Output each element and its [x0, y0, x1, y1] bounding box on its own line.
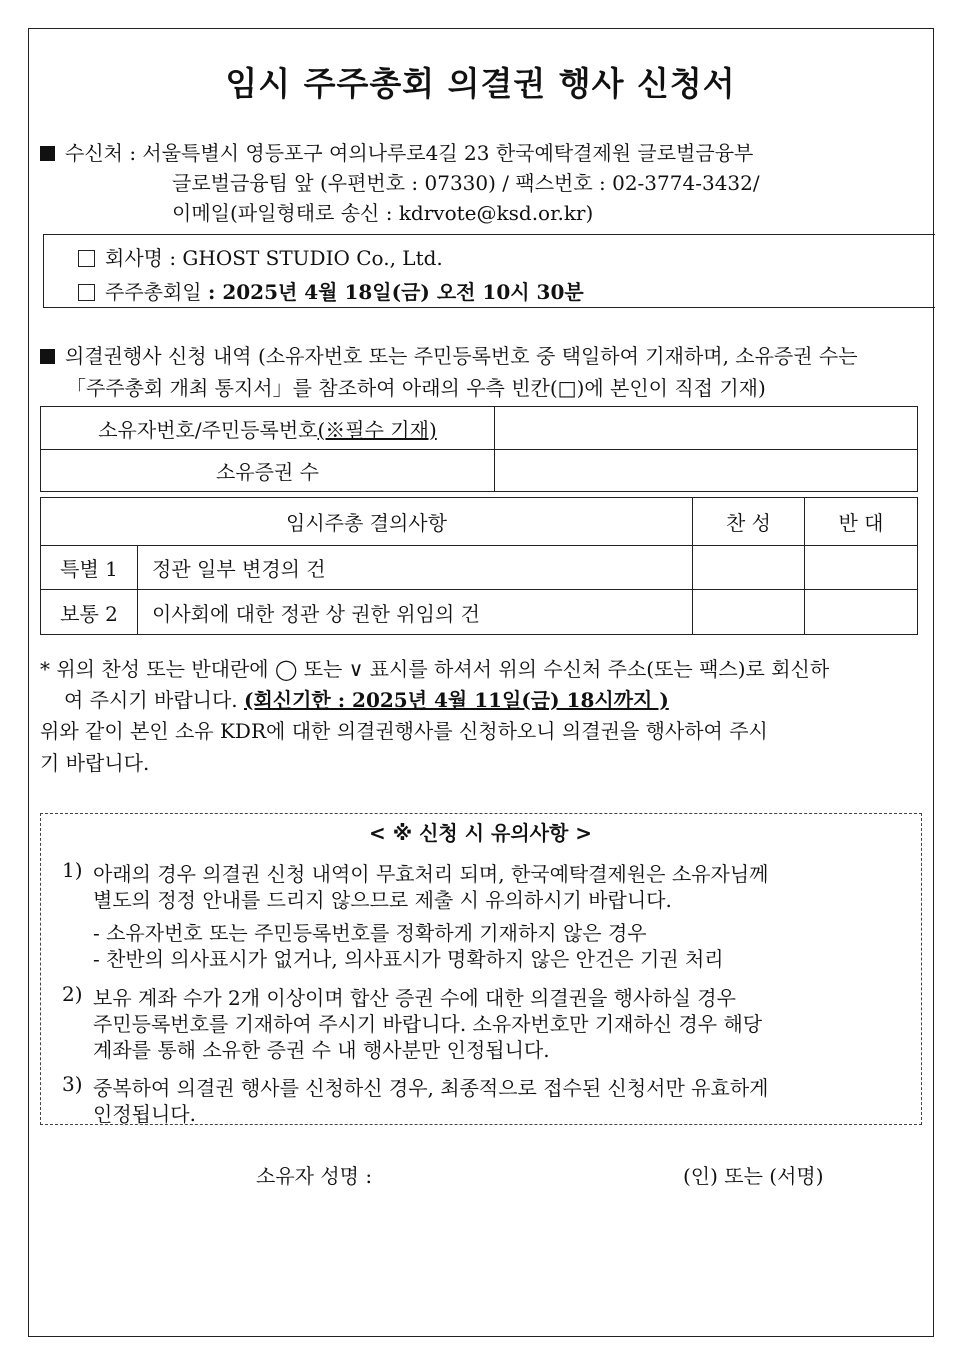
recipient-address: 서울특별시 영등포구 여의나루로4길 23 한국예탁결제원 글로벌금융부 — [142, 141, 754, 165]
notice-line: 인정됩니다. — [93, 1102, 196, 1126]
notice-line: 별도의 정정 안내를 드리지 않으므로 제출 시 유의하시기 바랍니다. — [93, 888, 672, 912]
meeting-value: : 2025년 4월 18일(금) 오전 10시 30분 — [207, 280, 584, 304]
id-label-cell — [41, 407, 495, 450]
resolution-item: 정관 일부 변경의 건 — [138, 546, 693, 590]
seal-or-signature[interactable]: (인) 또는 (서명) — [683, 1164, 824, 1188]
resolution-type: 보통 2 — [41, 590, 138, 635]
table-row — [41, 546, 918, 590]
notice-num: 2) — [62, 982, 83, 1006]
notice-line: 아래의 경우 의결권 신청 내역이 무효처리 되며, 한국예탁결제원은 소유자님께 — [93, 862, 769, 886]
recipient-label: 수신처 : — [65, 141, 137, 165]
notice-line: 주민등록번호를 기재하여 주시기 바랍니다. 소유자번호만 기재하신 경우 해당 — [93, 1012, 763, 1036]
instruction-text: 여 주시기 바랍니다. — [64, 688, 238, 712]
instruction-line-4: 기 바랍니다. — [40, 751, 150, 775]
vote-against-cell[interactable] — [805, 546, 918, 590]
recipient-line-3: 이메일(파일형태로 송신 : kdrvote@ksd.or.kr) — [172, 201, 594, 225]
id-input-cell[interactable] — [495, 407, 918, 450]
instruction-line-1: * 위의 찬성 또는 반대란에 ◯ 또는 ∨ 표시를 하셔서 위의 수신처 주소(또는 팩스)로 회신하 — [40, 657, 830, 681]
company-row — [78, 242, 443, 271]
vote-table — [40, 497, 918, 635]
recipient-line-1 — [40, 137, 753, 166]
instruction-line-2 — [64, 684, 669, 713]
reply-deadline: (회신기한 : 2025년 4월 11일(금) 18시까지 ) — [244, 688, 669, 712]
notice-title: < ※ 신청 시 유의사항 > — [368, 821, 592, 845]
vote-header-for: 찬 성 — [693, 498, 805, 546]
notice-num: 3) — [62, 1072, 83, 1096]
black-square-icon — [40, 146, 55, 161]
vote-for-cell[interactable] — [693, 590, 805, 635]
resolution-item: 이사회에 대한 정관 상 권한 위임의 건 — [138, 590, 693, 635]
owner-name-label: 소유자 성명 : — [256, 1164, 373, 1188]
id-table — [40, 406, 918, 492]
resolution-type: 특별 1 — [41, 546, 138, 590]
instruction-line-3: 위와 같이 본인 소유 KDR에 대한 의결권행사를 신청하오니 의결권을 행사하여 주시 — [40, 719, 768, 743]
company-label: 회사명 — [105, 246, 163, 270]
black-square-icon — [40, 349, 55, 364]
recipient-line-2: 글로벌금융팀 앞 (우편번호 : 07330) / 팩스번호 : 02-3774-3432/ — [172, 171, 760, 195]
vote-header-against: 반 대 — [805, 498, 918, 546]
meeting-row — [78, 276, 584, 305]
vote-header-item: 임시주총 결의사항 — [41, 498, 693, 546]
checkbox-icon[interactable] — [78, 284, 95, 301]
request-line-2: 「주주총회 개최 통지서」를 참조하여 아래의 우측 빈칸(□)에 본인이 직접 기재) — [66, 376, 766, 400]
notice-line: 계좌를 통해 소유한 증권 수 내 행사분만 인정됩니다. — [93, 1038, 550, 1062]
notice-sub-line: - 소유자번호 또는 주민등록번호를 정확하게 기재하지 않은 경우 — [93, 921, 647, 945]
vote-against-cell[interactable] — [805, 590, 918, 635]
notice-line: 중복하여 의결권 행사를 신청하신 경우, 최종적으로 접수된 신청서만 유효하게 — [93, 1076, 769, 1100]
notice-sub-line: - 찬반의 의사표시가 없거나, 의사표시가 명확하지 않은 안건은 기권 처리 — [93, 947, 724, 971]
notice-line: 보유 계좌 수가 2개 이상이며 합산 증권 수에 대한 의결권을 행사하실 경우 — [93, 986, 736, 1010]
request-line-1 — [40, 340, 858, 369]
shares-input-cell[interactable] — [495, 450, 918, 492]
id-required-note: (※필수 기재) — [317, 417, 437, 442]
table-row — [41, 590, 918, 635]
vote-for-cell[interactable] — [693, 546, 805, 590]
shares-label-cell: 소유증권 수 — [41, 450, 495, 492]
id-label: 소유자번호/주민등록번호 — [98, 417, 318, 442]
document-title: 임시 주주총회 의결권 행사 신청서 — [225, 64, 736, 103]
checkbox-icon[interactable] — [78, 250, 95, 267]
request-text-1: 의결권행사 신청 내역 (소유자번호 또는 주민등록번호 중 택일하여 기재하며, 소유증권 수는 — [65, 344, 858, 368]
meeting-label: 주주총회일 — [105, 280, 202, 304]
notice-num: 1) — [62, 858, 83, 882]
company-value: : GHOST STUDIO Co., Ltd. — [169, 246, 443, 270]
